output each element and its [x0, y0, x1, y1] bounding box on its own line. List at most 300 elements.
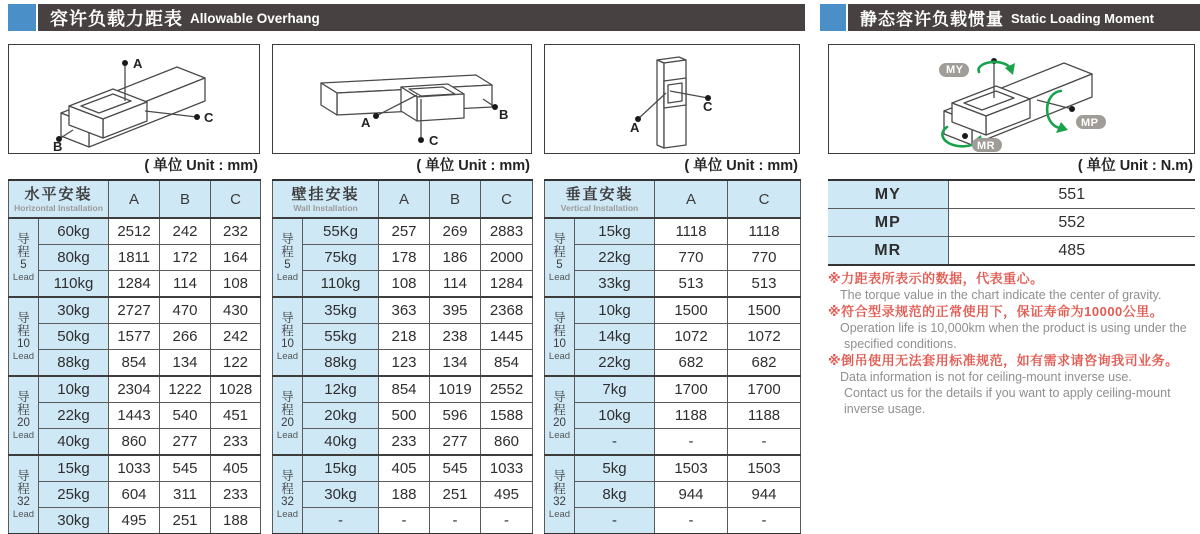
table-row	[545, 508, 801, 534]
value-cell: 242	[211, 324, 261, 350]
value-cell: 854	[379, 376, 430, 403]
value-cell: 188	[211, 508, 261, 534]
load-cell: 33kg	[575, 271, 655, 298]
wall-rail-diagram	[272, 44, 532, 154]
value-cell: 513	[655, 271, 728, 298]
value-cell: 2304	[109, 376, 160, 403]
lead-number: 5	[284, 258, 291, 271]
column-header-b: B	[430, 180, 481, 218]
value-cell: 1028	[211, 376, 261, 403]
value-cell: 1500	[655, 297, 728, 324]
value-cell: 545	[430, 455, 481, 482]
table-row	[828, 180, 1195, 209]
unit-label-mm: ( 单位 Unit : mm)	[416, 158, 530, 174]
lead-number: 32	[281, 495, 294, 508]
lead-number: 5	[556, 258, 563, 271]
table-row	[273, 508, 533, 534]
section-header-static-loading-moment	[820, 4, 1200, 31]
lead-en: Lead	[12, 350, 35, 362]
lead-en: Lead	[548, 271, 571, 283]
table-row	[9, 218, 261, 245]
lead-number: 20	[281, 416, 294, 429]
moment-axis-cell: MP	[828, 209, 948, 237]
lead-char: 程	[553, 402, 566, 417]
value-cell: 311	[160, 482, 211, 508]
table-title-en: Wall Installation	[293, 202, 358, 213]
table-title-zh: 垂直安装	[565, 185, 634, 203]
load-cell: 80kg	[39, 245, 109, 271]
value-cell: 1019	[430, 376, 481, 403]
table-row	[545, 271, 801, 298]
table-row	[9, 350, 261, 377]
lead-en: Lead	[276, 350, 299, 362]
load-cell: 10kg	[39, 376, 109, 403]
table-row	[273, 455, 533, 482]
table-row	[9, 482, 261, 508]
lead-number: 10	[281, 337, 294, 350]
value-cell: 2727	[109, 297, 160, 324]
section-title-zh: 容许负载力距表	[50, 8, 183, 29]
lead-char: 导	[17, 310, 30, 325]
value-cell: -	[379, 508, 430, 534]
table-title-zh: 水平安装	[24, 185, 93, 203]
load-cell: 15kg	[575, 218, 655, 245]
lead-cell	[545, 218, 575, 297]
value-cell: 860	[481, 429, 533, 456]
load-cell: 60kg	[39, 218, 109, 245]
note-item	[828, 352, 1195, 417]
moment-label-my: MY	[946, 64, 964, 76]
value-cell: 164	[211, 245, 261, 271]
value-cell: 1222	[160, 376, 211, 403]
note-zh: ※力距表所表示的数据，代表重心。	[828, 271, 1044, 286]
load-cell: 25kg	[39, 482, 109, 508]
note-en: Contact us for the details if you want to apply ceiling-mount	[844, 386, 1171, 400]
section-title-en: Allowable Overhang	[190, 11, 320, 26]
lead-char: 导	[281, 389, 294, 404]
value-cell: 1033	[481, 455, 533, 482]
lead-char: 程	[17, 323, 30, 338]
table-row	[273, 271, 533, 298]
value-cell: 1445	[481, 324, 533, 350]
table-row	[9, 508, 261, 534]
horizontal-installation-column	[8, 44, 260, 534]
value-cell: 1188	[655, 403, 728, 429]
lead-cell	[545, 455, 575, 534]
value-cell: 545	[160, 455, 211, 482]
lead-en: Lead	[276, 508, 299, 520]
value-cell: 233	[211, 482, 261, 508]
header-row	[9, 180, 261, 218]
lead-en: Lead	[548, 350, 571, 362]
value-cell: 470	[160, 297, 211, 324]
load-cell: 40kg	[303, 429, 379, 456]
note-en: specified conditions.	[844, 337, 957, 351]
table-row	[545, 218, 801, 245]
value-cell: 682	[655, 350, 728, 377]
point-label-b: B	[53, 139, 63, 152]
load-cell: 20kg	[303, 403, 379, 429]
note-en: Data information is not for ceiling-mount inverse use.	[840, 370, 1132, 384]
value-cell: 604	[109, 482, 160, 508]
value-cell: 2883	[481, 218, 533, 245]
value-cell: 513	[728, 271, 801, 298]
value-cell: 596	[430, 403, 481, 429]
load-cell: 10kg	[575, 297, 655, 324]
lead-char: 导	[281, 310, 294, 325]
lead-number: 32	[17, 495, 30, 508]
value-cell: 1118	[655, 218, 728, 245]
wall-installation-column	[272, 44, 532, 534]
table-title-zh: 壁挂安装	[291, 185, 360, 203]
notes-block	[828, 270, 1195, 417]
value-cell: 134	[430, 350, 481, 377]
point-label-a: A	[630, 120, 640, 135]
lead-number: 5	[20, 258, 27, 271]
value-cell: 1503	[728, 455, 801, 482]
table-row	[9, 297, 261, 324]
section-title-zh: 静态容许负载惯量	[860, 10, 1004, 29]
lead-number: 10	[553, 337, 566, 350]
lead-en: Lead	[276, 271, 299, 283]
load-cell: -	[575, 508, 655, 534]
value-cell: 1284	[109, 271, 160, 298]
static-loading-moment-column	[828, 44, 1195, 417]
table-row	[545, 482, 801, 508]
value-cell: 188	[379, 482, 430, 508]
lead-char: 导	[17, 231, 30, 246]
column-header-c: C	[481, 180, 533, 218]
load-cell: 55kg	[303, 324, 379, 350]
value-cell: 123	[379, 350, 430, 377]
lead-number: 20	[17, 416, 30, 429]
lead-en: Lead	[548, 429, 571, 441]
lead-cell	[273, 455, 303, 534]
lead-char: 程	[281, 402, 294, 417]
installation-title-cell	[273, 180, 379, 218]
load-cell: 40kg	[39, 429, 109, 456]
value-cell: 277	[430, 429, 481, 456]
value-cell: 269	[430, 218, 481, 245]
value-cell: 682	[728, 350, 801, 377]
load-cell: 30kg	[39, 508, 109, 534]
value-cell: -	[655, 429, 728, 456]
value-cell: 451	[211, 403, 261, 429]
value-cell: 1577	[109, 324, 160, 350]
value-cell: 251	[160, 508, 211, 534]
value-cell: 114	[430, 271, 481, 298]
moment-label-mp: MP	[1081, 117, 1099, 129]
table-row	[9, 245, 261, 271]
value-cell: 944	[728, 482, 801, 508]
lead-char: 导	[17, 389, 30, 404]
moment-axis-cell: MR	[828, 237, 948, 266]
lead-cell	[273, 297, 303, 376]
overhang-table-wall	[272, 179, 533, 534]
table-row	[9, 324, 261, 350]
value-cell: 495	[481, 482, 533, 508]
lead-char: 导	[553, 231, 566, 246]
load-cell: 22kg	[39, 403, 109, 429]
load-cell: 88kg	[39, 350, 109, 377]
value-cell: 770	[655, 245, 728, 271]
value-cell: 1033	[109, 455, 160, 482]
lead-char: 程	[17, 244, 30, 259]
value-cell: 363	[379, 297, 430, 324]
lead-number: 10	[17, 337, 30, 350]
value-cell: 854	[481, 350, 533, 377]
value-cell: 1072	[655, 324, 728, 350]
value-cell: 405	[379, 455, 430, 482]
table-row	[9, 455, 261, 482]
note-en: inverse usage.	[844, 402, 926, 416]
note-en: The torque value in the chart indicate the center of gravity.	[840, 288, 1162, 302]
table-row	[545, 455, 801, 482]
point-label-c: C	[703, 99, 713, 114]
value-cell: -	[728, 429, 801, 456]
table-row	[9, 376, 261, 403]
value-cell: 540	[160, 403, 211, 429]
value-cell: 251	[430, 482, 481, 508]
table-row	[545, 245, 801, 271]
lead-char: 程	[281, 244, 294, 259]
value-cell: -	[728, 508, 801, 534]
point-label-a: A	[133, 56, 143, 71]
load-cell: 110kg	[39, 271, 109, 298]
table-row	[273, 297, 533, 324]
load-cell: 22kg	[575, 245, 655, 271]
value-cell: 770	[728, 245, 801, 271]
load-cell: 75kg	[303, 245, 379, 271]
table-row	[545, 403, 801, 429]
table-row	[545, 350, 801, 377]
value-cell: 1284	[481, 271, 533, 298]
load-cell: 5kg	[575, 455, 655, 482]
moment-value-cell: 485	[948, 237, 1195, 266]
value-cell: 430	[211, 297, 261, 324]
note-item	[828, 270, 1195, 303]
value-cell: 1443	[109, 403, 160, 429]
moment-value-cell: 551	[948, 180, 1195, 209]
value-cell: 500	[379, 403, 430, 429]
lead-en: Lead	[548, 508, 571, 520]
column-header-c: C	[728, 180, 801, 218]
load-cell: -	[303, 508, 379, 534]
lead-char: 导	[553, 389, 566, 404]
value-cell: 134	[160, 350, 211, 377]
value-cell: 1503	[655, 455, 728, 482]
lead-en: Lead	[12, 508, 35, 520]
unit-label-nm: ( 单位 Unit : N.m)	[1077, 158, 1193, 174]
vertical-rail-diagram	[544, 44, 800, 154]
lead-char: 程	[553, 323, 566, 338]
overhang-table-vertical	[544, 179, 801, 534]
value-cell: 266	[160, 324, 211, 350]
lead-cell	[545, 297, 575, 376]
value-cell: 1118	[728, 218, 801, 245]
table-row	[9, 403, 261, 429]
lead-en: Lead	[276, 429, 299, 441]
vertical-installation-column	[544, 44, 800, 534]
table-title-en: Vertical Installation	[560, 202, 639, 213]
note-en: Operation life is 10,000km when the product is using under the	[840, 321, 1187, 335]
value-cell: 2512	[109, 218, 160, 245]
moment-label-mr: MR	[977, 140, 996, 152]
lead-char: 导	[17, 468, 30, 483]
value-cell: 405	[211, 455, 261, 482]
section-header-allowable-overhang	[8, 4, 805, 31]
table-row	[273, 245, 533, 271]
section-title-bar	[38, 4, 805, 31]
load-cell: 15kg	[303, 455, 379, 482]
table-row	[273, 482, 533, 508]
moment-value-cell: 552	[948, 209, 1195, 237]
load-cell: 14kg	[575, 324, 655, 350]
value-cell: 1700	[728, 376, 801, 403]
value-cell: 2552	[481, 376, 533, 403]
value-cell: 108	[211, 271, 261, 298]
header-row	[545, 180, 801, 218]
section-title-bar	[848, 4, 1200, 31]
load-cell: 30kg	[303, 482, 379, 508]
value-cell: 186	[430, 245, 481, 271]
lead-char: 导	[281, 231, 294, 246]
lead-number: 32	[553, 495, 566, 508]
note-item	[828, 303, 1195, 352]
installation-title-cell	[9, 180, 109, 218]
point-label-c: C	[204, 110, 214, 125]
value-cell: 944	[655, 482, 728, 508]
overhang-table-horizontal	[8, 179, 261, 534]
moment-axis-cell: MY	[828, 180, 948, 209]
lead-char: 程	[281, 481, 294, 496]
table-row	[273, 324, 533, 350]
value-cell: -	[430, 508, 481, 534]
table-row	[545, 324, 801, 350]
value-cell: 277	[160, 429, 211, 456]
value-cell: 2368	[481, 297, 533, 324]
value-cell: 2000	[481, 245, 533, 271]
section-title-en: Static Loading Moment	[1011, 11, 1154, 26]
load-cell: 35kg	[303, 297, 379, 324]
value-cell: 232	[211, 218, 261, 245]
load-cell: 22kg	[575, 350, 655, 377]
load-cell: 10kg	[575, 403, 655, 429]
lead-cell	[9, 455, 39, 534]
value-cell: 1188	[728, 403, 801, 429]
table-title-en: Horizontal Installation	[14, 202, 103, 213]
column-header-a: A	[109, 180, 160, 218]
value-cell: 495	[109, 508, 160, 534]
load-cell: 7kg	[575, 376, 655, 403]
value-cell: 860	[109, 429, 160, 456]
note-zh: ※倒吊使用无法套用标准规范，如有需求请咨询我司业务。	[828, 353, 1179, 368]
load-cell: 30kg	[39, 297, 109, 324]
static-loading-moment-table	[828, 179, 1195, 266]
value-cell: -	[481, 508, 533, 534]
load-cell: 8kg	[575, 482, 655, 508]
value-cell: 395	[430, 297, 481, 324]
unit-label-mm: ( 单位 Unit : mm)	[684, 158, 798, 174]
load-cell: 12kg	[303, 376, 379, 403]
point-label-c: C	[429, 133, 439, 148]
value-cell: 233	[379, 429, 430, 456]
value-cell: 172	[160, 245, 211, 271]
unit-label-mm: ( 单位 Unit : mm)	[144, 158, 258, 174]
point-label-b: B	[499, 107, 509, 122]
column-header-a: A	[655, 180, 728, 218]
load-cell: 55Kg	[303, 218, 379, 245]
value-cell: 257	[379, 218, 430, 245]
table-row	[545, 376, 801, 403]
header-row	[273, 180, 533, 218]
table-row	[273, 350, 533, 377]
lead-char: 程	[553, 244, 566, 259]
installation-title-cell	[545, 180, 655, 218]
lead-cell	[273, 376, 303, 455]
value-cell: 242	[160, 218, 211, 245]
load-cell: 110kg	[303, 271, 379, 298]
lead-char: 导	[281, 468, 294, 483]
column-header-b: B	[160, 180, 211, 218]
table-row	[9, 271, 261, 298]
lead-cell	[9, 297, 39, 376]
table-row	[273, 376, 533, 403]
value-cell: 108	[379, 271, 430, 298]
load-cell: 88kg	[303, 350, 379, 377]
lead-char: 程	[17, 481, 30, 496]
lead-char: 导	[553, 310, 566, 325]
table-row	[828, 237, 1195, 266]
lead-char: 程	[553, 481, 566, 496]
column-header-a: A	[379, 180, 430, 218]
value-cell: -	[655, 508, 728, 534]
horizontal-rail-diagram	[8, 44, 260, 154]
table-row	[545, 429, 801, 456]
lead-cell	[9, 218, 39, 297]
value-cell: 122	[211, 350, 261, 377]
value-cell: 233	[211, 429, 261, 456]
lead-cell	[273, 218, 303, 297]
moment-rail-diagram	[828, 44, 1195, 154]
table-row	[273, 218, 533, 245]
lead-en: Lead	[12, 271, 35, 283]
value-cell: 218	[379, 324, 430, 350]
table-row	[545, 297, 801, 324]
column-header-c: C	[211, 180, 261, 218]
value-cell: 114	[160, 271, 211, 298]
note-zh: ※符合型录规范的正常使用下，保证寿命为10000公里。	[828, 304, 1164, 319]
lead-en: Lead	[12, 429, 35, 441]
value-cell: 854	[109, 350, 160, 377]
lead-char: 程	[17, 402, 30, 417]
point-label-a: A	[361, 115, 371, 130]
lead-cell	[545, 376, 575, 455]
load-cell: 15kg	[39, 455, 109, 482]
load-cell: 50kg	[39, 324, 109, 350]
lead-cell	[9, 376, 39, 455]
accent-square-icon	[820, 4, 846, 31]
value-cell: 1588	[481, 403, 533, 429]
table-row	[273, 429, 533, 456]
table-row	[828, 209, 1195, 237]
value-cell: 1700	[655, 376, 728, 403]
lead-char: 程	[281, 323, 294, 338]
value-cell: 178	[379, 245, 430, 271]
table-row	[9, 429, 261, 456]
load-cell: -	[575, 429, 655, 456]
lead-char: 导	[553, 468, 566, 483]
